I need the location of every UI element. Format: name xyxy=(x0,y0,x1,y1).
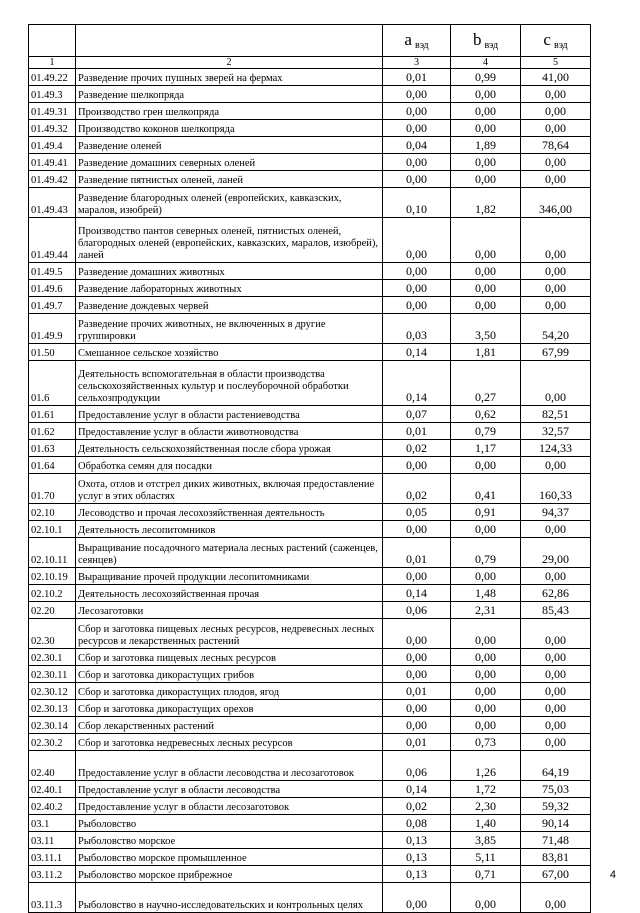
coefficient-c-cell: 29,00 xyxy=(521,538,591,568)
coefficient-b-cell: 0,00 xyxy=(451,717,521,734)
coefficient-a-cell: 0,05 xyxy=(383,504,451,521)
activity-name-cell: Лесоводство и прочая лесохозяйственная деятельность xyxy=(76,504,383,521)
coefficient-c-cell: 346,00 xyxy=(521,188,591,218)
activity-name-cell: Разведение дождевых червей xyxy=(76,297,383,314)
coefficient-a-cell: 0,00 xyxy=(383,717,451,734)
coefficient-b-cell: 1,40 xyxy=(451,815,521,832)
coefficient-b-cell: 3,85 xyxy=(451,832,521,849)
activity-code-cell: 01.64 xyxy=(29,457,76,474)
activity-name-cell: Предоставление услуг в области животноводства xyxy=(76,423,383,440)
coefficient-b-cell: 0,79 xyxy=(451,538,521,568)
activity-code-cell: 01.49.44 xyxy=(29,218,76,263)
coefficient-a-cell: 0,01 xyxy=(383,423,451,440)
activity-code-cell: 01.49.9 xyxy=(29,314,76,344)
coefficient-c-cell: 0,00 xyxy=(521,171,591,188)
activity-code-cell: 01.61 xyxy=(29,406,76,423)
table-row xyxy=(29,751,591,781)
activity-code-cell: 01.6 xyxy=(29,361,76,406)
coefficient-a-cell: 0,00 xyxy=(383,120,451,137)
coefficient-a-cell: 0,00 xyxy=(383,521,451,538)
coefficient-b-cell: 1,81 xyxy=(451,344,521,361)
activity-code-cell: 02.10.19 xyxy=(29,568,76,585)
coefficient-c-cell: 0,00 xyxy=(521,280,591,297)
activity-name-cell: Разведение оленей xyxy=(76,137,383,154)
coefficient-c-cell: 0,00 xyxy=(521,154,591,171)
coefficient-b-cell: 0,00 xyxy=(451,568,521,585)
coefficient-c-cell: 62,86 xyxy=(521,585,591,602)
activity-code-cell: 02.30.13 xyxy=(29,700,76,717)
table-row xyxy=(29,280,591,297)
coefficient-b-cell: 0,00 xyxy=(451,666,521,683)
column-number: 5 xyxy=(521,57,591,69)
table-row xyxy=(29,314,591,344)
table-row xyxy=(29,86,591,103)
activity-code-cell: 02.40.1 xyxy=(29,781,76,798)
activity-name-cell: Производство пантов северных оленей, пятнистых оленей, благородных оленей (европейских, кавказских, маралов, изюбрей), ланей xyxy=(76,218,383,263)
activity-name-cell: Выращивание прочей продукции лесопитомниками xyxy=(76,568,383,585)
activity-name-cell: Производство грен шелкопряда xyxy=(76,103,383,120)
coefficient-c-cell: 0,00 xyxy=(521,683,591,700)
coefficient-a-cell: 0,00 xyxy=(383,297,451,314)
coefficient-c-cell: 0,00 xyxy=(521,86,591,103)
table-row xyxy=(29,474,591,504)
activity-code-cell: 02.10.2 xyxy=(29,585,76,602)
activity-code-cell: 02.30.2 xyxy=(29,734,76,751)
table-row xyxy=(29,649,591,666)
coefficients-table xyxy=(28,24,591,913)
coefficient-a-cell: 0,00 xyxy=(383,171,451,188)
activity-code-cell: 02.30.1 xyxy=(29,649,76,666)
coefficient-a-cell: 0,00 xyxy=(383,619,451,649)
coefficient-c-cell: 59,32 xyxy=(521,798,591,815)
coefficient-b-cell: 1,26 xyxy=(451,751,521,781)
activity-name-cell: Производство коконов шелкопряда xyxy=(76,120,383,137)
table-row xyxy=(29,137,591,154)
coefficient-a-cell: 0,01 xyxy=(383,734,451,751)
activity-code-cell: 01.49.3 xyxy=(29,86,76,103)
activity-name-cell: Разведение пятнистых оленей, ланей xyxy=(76,171,383,188)
coefficient-c-cell: 0,00 xyxy=(521,457,591,474)
table-row xyxy=(29,734,591,751)
coefficient-a-cell: 0,04 xyxy=(383,137,451,154)
coefficient-b-cell: 1,72 xyxy=(451,781,521,798)
coefficient-c-cell: 67,99 xyxy=(521,344,591,361)
activity-name-cell: Разведение лабораторных животных xyxy=(76,280,383,297)
coefficient-a-cell: 0,00 xyxy=(383,700,451,717)
activity-code-cell: 02.10.1 xyxy=(29,521,76,538)
table-header-row xyxy=(29,25,591,57)
coefficient-c-cell: 41,00 xyxy=(521,69,591,86)
coefficient-c-cell: 0,00 xyxy=(521,521,591,538)
coefficient-b-cell: 2,30 xyxy=(451,798,521,815)
coefficient-b-cell: 0,00 xyxy=(451,683,521,700)
coefficient-a-cell: 0,00 xyxy=(383,154,451,171)
table-row xyxy=(29,120,591,137)
coefficient-b-cell: 0,71 xyxy=(451,866,521,883)
activity-name-cell: Предоставление услуг в области растениеводства xyxy=(76,406,383,423)
table-row xyxy=(29,440,591,457)
coefficient-b-cell: 0,41 xyxy=(451,474,521,504)
activity-code-cell: 02.30.14 xyxy=(29,717,76,734)
coefficient-a-cell: 0,00 xyxy=(383,883,451,913)
coefficient-b-cell: 0,00 xyxy=(451,280,521,297)
coefficient-a-cell: 0,00 xyxy=(383,457,451,474)
coefficient-c-cell: 0,00 xyxy=(521,263,591,280)
coefficient-a-cell: 0,02 xyxy=(383,474,451,504)
activity-code-cell: 03.11 xyxy=(29,832,76,849)
table-row xyxy=(29,781,591,798)
table-body xyxy=(29,69,591,913)
activity-name-cell: Смешанное сельское хозяйство xyxy=(76,344,383,361)
coefficient-c-cell: 0,00 xyxy=(521,700,591,717)
coefficient-a-cell: 0,08 xyxy=(383,815,451,832)
activity-code-cell: 01.70 xyxy=(29,474,76,504)
activity-name-cell: Охота, отлов и отстрел диких животных, включая предоставление услуг в этих областях xyxy=(76,474,383,504)
coefficient-c-cell: 0,00 xyxy=(521,103,591,120)
table-row xyxy=(29,423,591,440)
coefficient-a-cell: 0,00 xyxy=(383,649,451,666)
coefficient-a-cell: 0,13 xyxy=(383,866,451,883)
coefficient-b-cell: 5,11 xyxy=(451,849,521,866)
coefficient-c-cell: 0,00 xyxy=(521,666,591,683)
activity-code-cell: 01.49.43 xyxy=(29,188,76,218)
table-row xyxy=(29,361,591,406)
coefficient-c-cell: 124,33 xyxy=(521,440,591,457)
coefficient-a-cell: 0,10 xyxy=(383,188,451,218)
coefficient-a-cell: 0,13 xyxy=(383,832,451,849)
activity-code-cell: 01.49.6 xyxy=(29,280,76,297)
table-row xyxy=(29,103,591,120)
coefficient-b-cell: 0,00 xyxy=(451,619,521,649)
coefficient-b-cell: 1,82 xyxy=(451,188,521,218)
coefficient-c-cell: 32,57 xyxy=(521,423,591,440)
coefficient-a-cell: 0,02 xyxy=(383,440,451,457)
coefficient-a-cell: 0,06 xyxy=(383,602,451,619)
activity-name-cell: Лесозаготовки xyxy=(76,602,383,619)
column-number: 1 xyxy=(29,57,76,69)
coefficient-c-cell: 0,00 xyxy=(521,619,591,649)
activity-name-cell: Разведение благородных оленей (европейских, кавказских, маралов, изюбрей) xyxy=(76,188,383,218)
activity-code-cell: 02.20 xyxy=(29,602,76,619)
coefficient-b-cell: 0,00 xyxy=(451,120,521,137)
table-row xyxy=(29,798,591,815)
activity-code-cell: 01.62 xyxy=(29,423,76,440)
coefficient-b-cell: 0,62 xyxy=(451,406,521,423)
coefficient-b-cell: 1,48 xyxy=(451,585,521,602)
activity-name-cell: Сбор и заготовка пищевых лесных ресурсов, недревесных лесных ресурсов и лекарственных растений xyxy=(76,619,383,649)
coefficient-b-cell: 0,00 xyxy=(451,521,521,538)
table-row xyxy=(29,815,591,832)
table-row xyxy=(29,188,591,218)
header-c: c $_{вэд}$ xyxy=(521,25,591,57)
activity-name-cell: Сбор и заготовка дикорастущих орехов xyxy=(76,700,383,717)
activity-code-cell: 01.49.5 xyxy=(29,263,76,280)
header-code xyxy=(29,25,76,57)
activity-name-cell: Разведение шелкопряда xyxy=(76,86,383,103)
coefficient-b-cell: 0,00 xyxy=(451,649,521,666)
coefficient-a-cell: 0,01 xyxy=(383,538,451,568)
activity-name-cell: Деятельность лесопитомников xyxy=(76,521,383,538)
column-number: 4 xyxy=(451,57,521,69)
coefficient-c-cell: 0,00 xyxy=(521,717,591,734)
activity-name-cell: Рыболовство xyxy=(76,815,383,832)
activity-name-cell: Сбор и заготовка пищевых лесных ресурсов xyxy=(76,649,383,666)
page-number: 4 xyxy=(609,869,616,881)
table-row xyxy=(29,717,591,734)
coefficient-c-cell: 90,14 xyxy=(521,815,591,832)
table-row xyxy=(29,406,591,423)
activity-name-cell: Деятельность лесохозяйственная прочая xyxy=(76,585,383,602)
activity-code-cell: 03.1 xyxy=(29,815,76,832)
activity-name-cell: Разведение прочих животных, не включенных в другие группировки xyxy=(76,314,383,344)
coefficient-c-cell: 78,64 xyxy=(521,137,591,154)
coefficient-b-cell: 0,91 xyxy=(451,504,521,521)
activity-code-cell: 03.11.3 xyxy=(29,883,76,913)
coefficient-c-cell: 85,43 xyxy=(521,602,591,619)
activity-name-cell: Предоставление услуг в области лесоводства и лесозаготовок xyxy=(76,751,383,781)
table-row xyxy=(29,602,591,619)
coefficient-b-cell: 0,00 xyxy=(451,103,521,120)
coefficient-a-cell: 0,00 xyxy=(383,263,451,280)
activity-code-cell: 02.30.11 xyxy=(29,666,76,683)
coefficient-b-cell: 0,00 xyxy=(451,218,521,263)
header-a: a $_{вэд}$ xyxy=(383,25,451,57)
activity-name-cell: Выращивание посадочного материала лесных растений (саженцев, сеянцев) xyxy=(76,538,383,568)
coefficient-b-cell: 0,00 xyxy=(451,86,521,103)
coefficient-b-cell: 0,00 xyxy=(451,171,521,188)
coefficient-a-cell: 0,00 xyxy=(383,86,451,103)
coefficient-c-cell: 0,00 xyxy=(521,120,591,137)
table-row xyxy=(29,619,591,649)
column-numbers-row xyxy=(29,57,591,69)
coefficient-b-cell: 0,00 xyxy=(451,883,521,913)
activity-code-cell: 02.40.2 xyxy=(29,798,76,815)
coefficient-b-cell: 0,79 xyxy=(451,423,521,440)
coefficient-b-cell: 0,73 xyxy=(451,734,521,751)
coefficient-a-cell: 0,02 xyxy=(383,798,451,815)
coefficient-c-cell: 160,33 xyxy=(521,474,591,504)
activity-code-cell: 02.10 xyxy=(29,504,76,521)
coefficient-a-cell: 0,14 xyxy=(383,361,451,406)
table-row xyxy=(29,832,591,849)
table-row xyxy=(29,171,591,188)
coefficient-a-cell: 0,00 xyxy=(383,568,451,585)
activity-code-cell: 01.63 xyxy=(29,440,76,457)
activity-code-cell: 01.49.7 xyxy=(29,297,76,314)
coefficient-b-cell: 1,89 xyxy=(451,137,521,154)
table-row xyxy=(29,263,591,280)
coefficient-c-cell: 75,03 xyxy=(521,781,591,798)
table-row xyxy=(29,866,591,883)
activity-name-cell: Деятельность сельскохозяйственная после сбора урожая xyxy=(76,440,383,457)
activity-name-cell: Рыболовство морское промышленное xyxy=(76,849,383,866)
activity-name-cell: Сбор и заготовка дикорастущих грибов xyxy=(76,666,383,683)
coefficient-c-cell: 0,00 xyxy=(521,361,591,406)
coefficient-c-cell: 0,00 xyxy=(521,883,591,913)
coefficient-b-cell: 2,31 xyxy=(451,602,521,619)
activity-code-cell: 02.40 xyxy=(29,751,76,781)
coefficient-a-cell: 0,00 xyxy=(383,218,451,263)
table-row xyxy=(29,521,591,538)
table-row xyxy=(29,504,591,521)
activity-name-cell: Обработка семян для посадки xyxy=(76,457,383,474)
coefficient-c-cell: 71,48 xyxy=(521,832,591,849)
coefficient-b-cell: 0,00 xyxy=(451,154,521,171)
activity-name-cell: Разведение домашних северных оленей xyxy=(76,154,383,171)
activity-code-cell: 02.10.11 xyxy=(29,538,76,568)
table-row xyxy=(29,218,591,263)
activity-name-cell: Предоставление услуг в области лесоводства xyxy=(76,781,383,798)
coefficient-c-cell: 94,37 xyxy=(521,504,591,521)
header-b: b $_{вэд}$ xyxy=(451,25,521,57)
activity-code-cell: 01.49.32 xyxy=(29,120,76,137)
coefficient-a-cell: 0,14 xyxy=(383,781,451,798)
activity-code-cell: 01.49.42 xyxy=(29,171,76,188)
coefficient-c-cell: 82,51 xyxy=(521,406,591,423)
column-number: 3 xyxy=(383,57,451,69)
coefficient-b-cell: 3,50 xyxy=(451,314,521,344)
table-row xyxy=(29,297,591,314)
coefficient-c-cell: 0,00 xyxy=(521,297,591,314)
table-row xyxy=(29,154,591,171)
activity-name-cell: Деятельность вспомогательная в области производства сельскохозяйственных культур и послеуборочной обработки сельхозпродукции xyxy=(76,361,383,406)
activity-code-cell: 01.50 xyxy=(29,344,76,361)
activity-code-cell: 03.11.2 xyxy=(29,866,76,883)
table-row xyxy=(29,538,591,568)
activity-code-cell: 03.11.1 xyxy=(29,849,76,866)
activity-code-cell: 02.30 xyxy=(29,619,76,649)
coefficient-b-cell: 0,00 xyxy=(451,263,521,280)
table-row xyxy=(29,683,591,700)
coefficient-c-cell: 0,00 xyxy=(521,649,591,666)
activity-name-cell: Рыболовство в научно-исследовательских и контрольных целях xyxy=(76,883,383,913)
coefficient-c-cell: 64,19 xyxy=(521,751,591,781)
coefficient-c-cell: 0,00 xyxy=(521,218,591,263)
table-row xyxy=(29,69,591,86)
coefficient-a-cell: 0,13 xyxy=(383,849,451,866)
coefficient-a-cell: 0,00 xyxy=(383,103,451,120)
table-row xyxy=(29,585,591,602)
coefficient-a-cell: 0,07 xyxy=(383,406,451,423)
activity-code-cell: 01.49.22 xyxy=(29,69,76,86)
activity-name-cell: Разведение домашних животных xyxy=(76,263,383,280)
table-row xyxy=(29,700,591,717)
coefficient-b-cell: 0,99 xyxy=(451,69,521,86)
table-row xyxy=(29,568,591,585)
table-row xyxy=(29,344,591,361)
coefficient-a-cell: 0,14 xyxy=(383,344,451,361)
coefficient-c-cell: 0,00 xyxy=(521,734,591,751)
coefficient-b-cell: 0,00 xyxy=(451,297,521,314)
activity-code-cell: 01.49.31 xyxy=(29,103,76,120)
coefficient-a-cell: 0,00 xyxy=(383,666,451,683)
activity-name-cell: Рыболовство морское xyxy=(76,832,383,849)
activity-code-cell: 01.49.4 xyxy=(29,137,76,154)
activity-code-cell: 01.49.41 xyxy=(29,154,76,171)
coefficient-c-cell: 83,81 xyxy=(521,849,591,866)
activity-name-cell: Сбор и заготовка дикорастущих плодов, ягод xyxy=(76,683,383,700)
coefficient-b-cell: 1,17 xyxy=(451,440,521,457)
coefficient-b-cell: 0,27 xyxy=(451,361,521,406)
coefficient-a-cell: 0,03 xyxy=(383,314,451,344)
table-row xyxy=(29,883,591,913)
header-name xyxy=(76,25,383,57)
coefficient-b-cell: 0,00 xyxy=(451,457,521,474)
table-row xyxy=(29,849,591,866)
activity-name-cell: Разведение прочих пушных зверей на фермах xyxy=(76,69,383,86)
activity-code-cell: 02.30.12 xyxy=(29,683,76,700)
coefficient-c-cell: 54,20 xyxy=(521,314,591,344)
activity-name-cell: Сбор и заготовка недревесных лесных ресурсов xyxy=(76,734,383,751)
coefficient-a-cell: 0,00 xyxy=(383,280,451,297)
coefficient-a-cell: 0,06 xyxy=(383,751,451,781)
table-row xyxy=(29,666,591,683)
coefficient-a-cell: 0,01 xyxy=(383,683,451,700)
activity-name-cell: Предоставление услуг в области лесозаготовок xyxy=(76,798,383,815)
coefficient-b-cell: 0,00 xyxy=(451,700,521,717)
coefficient-c-cell: 0,00 xyxy=(521,568,591,585)
activity-name-cell: Сбор лекарственных растений xyxy=(76,717,383,734)
coefficient-c-cell: 67,00 xyxy=(521,866,591,883)
table-row xyxy=(29,457,591,474)
coefficient-a-cell: 0,01 xyxy=(383,69,451,86)
activity-name-cell: Рыболовство морское прибрежное xyxy=(76,866,383,883)
coefficient-a-cell: 0,14 xyxy=(383,585,451,602)
column-number: 2 xyxy=(76,57,383,69)
